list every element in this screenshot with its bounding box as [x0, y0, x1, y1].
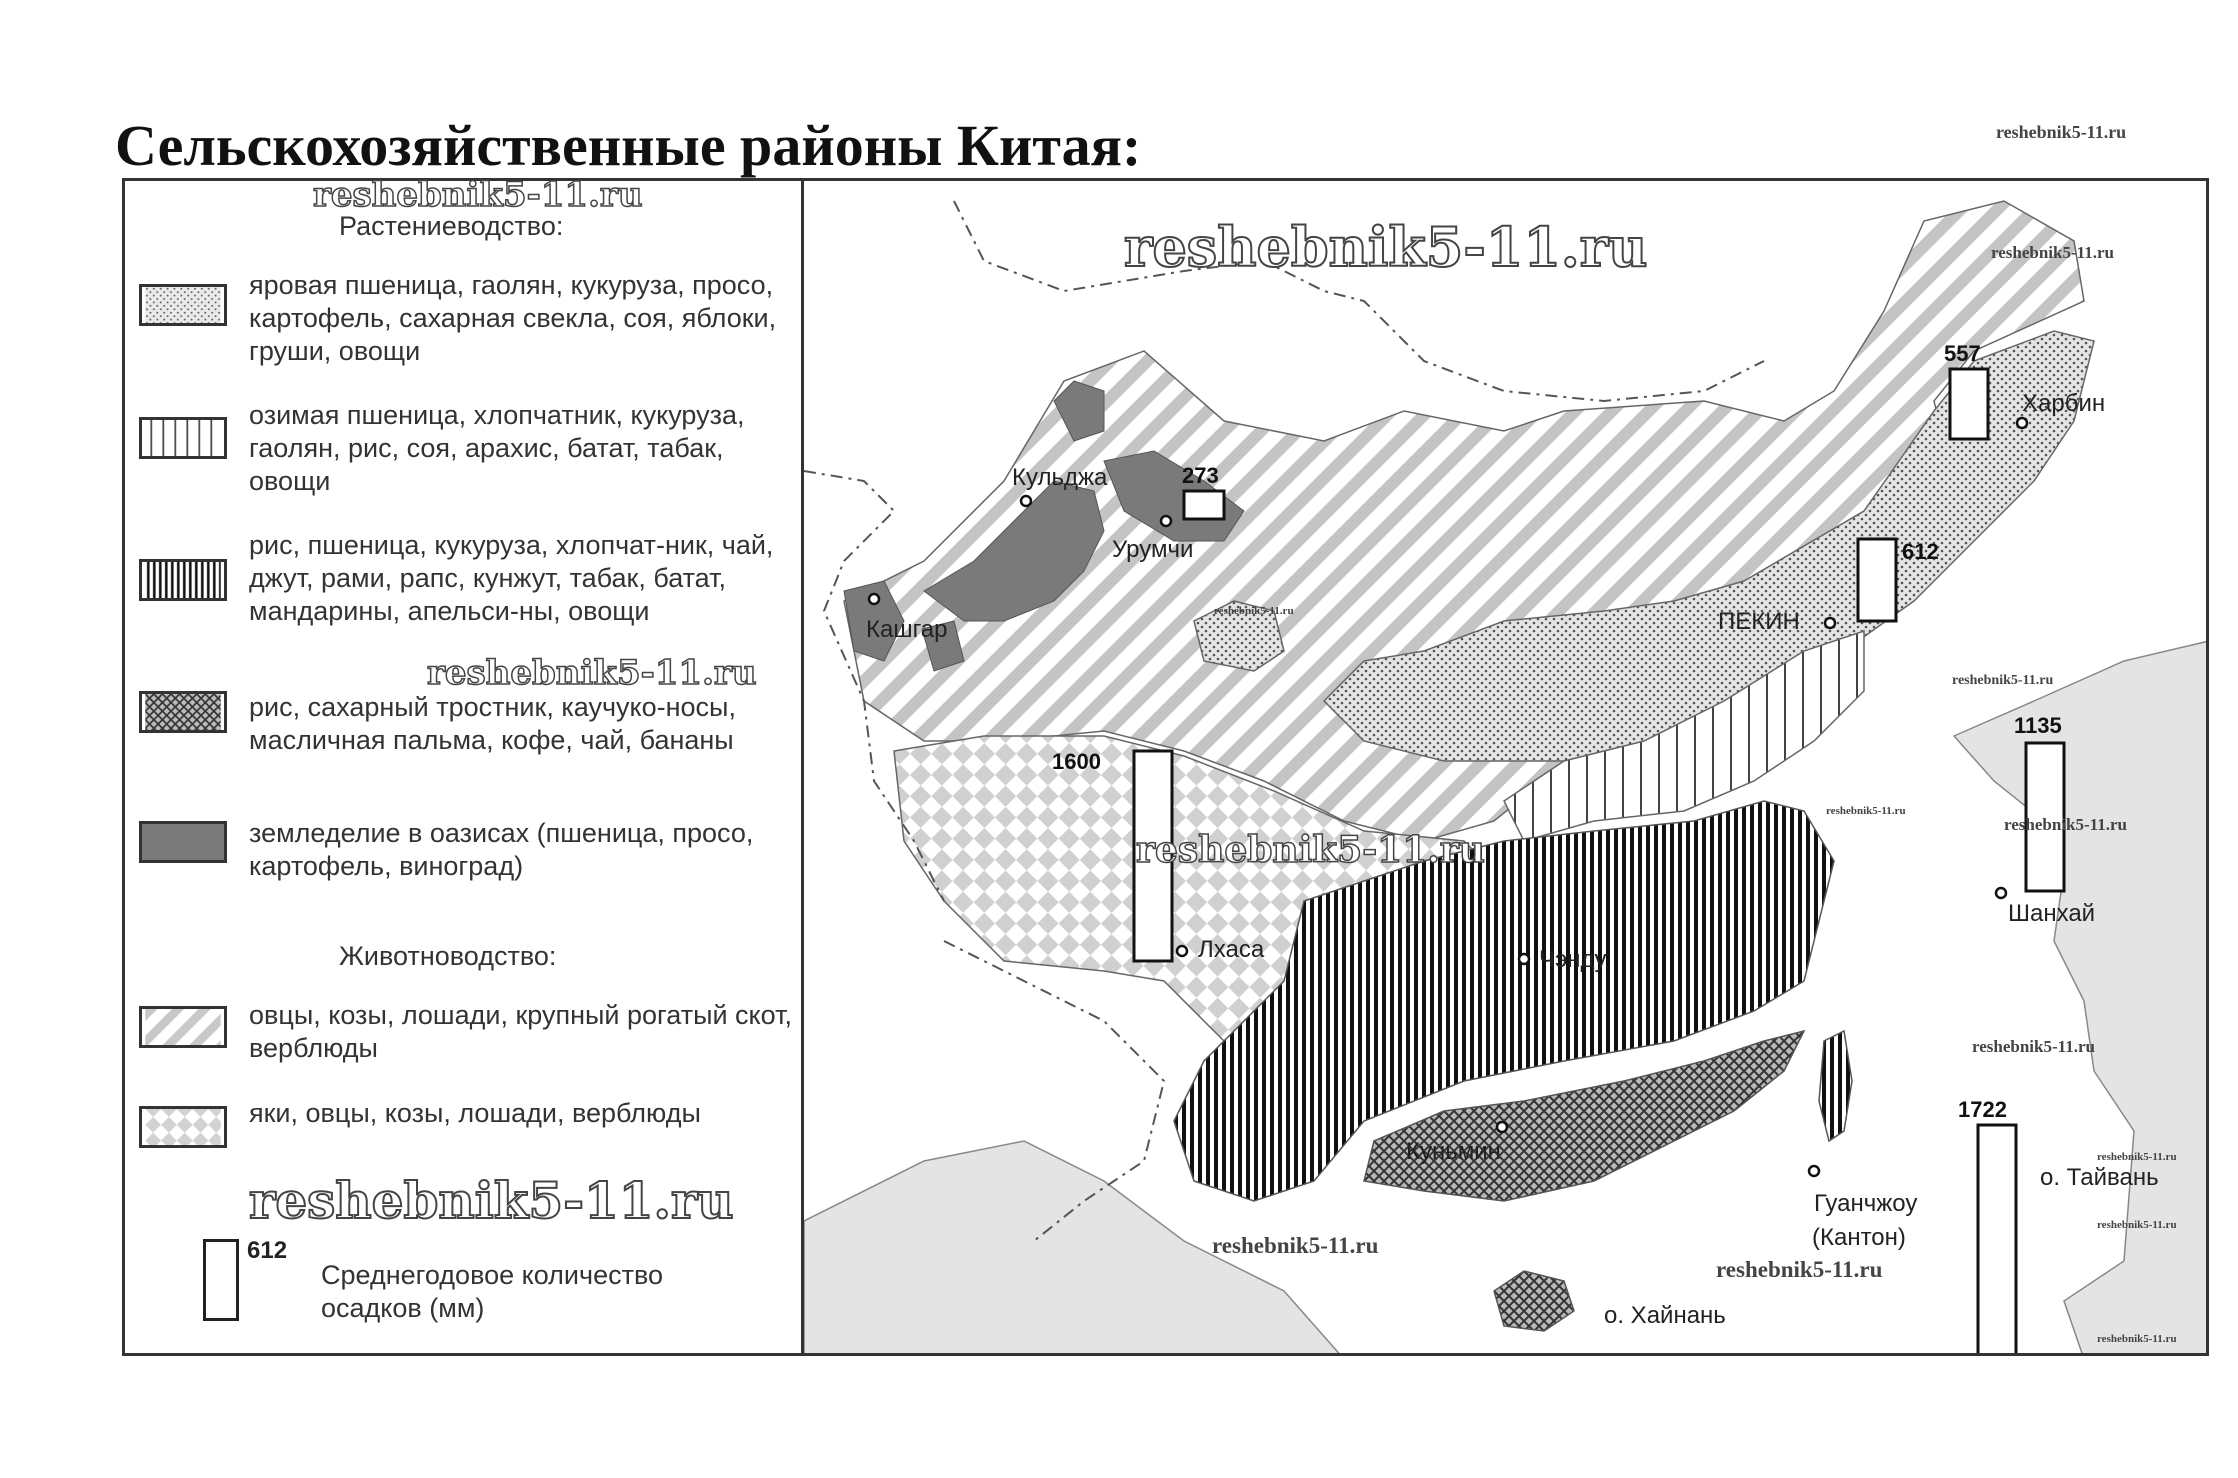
watermark: reshebnik5-11.ru	[1952, 673, 2054, 688]
precip-value-beijing: 612	[1902, 539, 1939, 564]
city-marker-kuldja	[1021, 496, 1031, 506]
legend-rice-sugarcane: рис, сахарный тростник, каучуко-носы, масличная пальма, кофе, чай, бананы	[249, 692, 736, 755]
swatch-rice-wheat	[139, 559, 227, 601]
watermark: reshebnik5-11.ru	[1991, 243, 2114, 262]
watermark: reshebnik5-11.ru	[1996, 122, 2127, 142]
city-label-shanghai: Шанхай	[2008, 900, 2096, 927]
city-marker-guangzhou	[1809, 1166, 1819, 1176]
watermark: reshebnik5-11.ru	[2097, 1151, 2177, 1163]
city-label-chengdu: Чэнду	[1539, 946, 1607, 973]
city-label-kashgar: Кашгар	[866, 616, 948, 643]
precip-value-harbin: 557	[1944, 341, 1981, 366]
watermark: reshebnik5-11.ru	[1972, 1037, 2095, 1056]
city-label-kuldja: Кульджа	[1012, 464, 1108, 491]
city-label-urumchi: Урумчи	[1112, 536, 1194, 563]
watermark: reshebnik5-11.ru	[1136, 829, 1485, 871]
watermark: reshebnik5-11.ru	[427, 653, 757, 693]
watermark: reshebnik5-11.ru	[2097, 1333, 2177, 1345]
city-marker-urumchi	[1161, 516, 1171, 526]
city-label-hainan: о. Хайнань	[1604, 1302, 1726, 1329]
region-hainan	[1494, 1271, 1574, 1331]
city-marker-kashgar	[869, 594, 879, 604]
region-taiwan	[1819, 1031, 1852, 1141]
precip-value-guangzhou: 1722	[1958, 1097, 2007, 1122]
swatch-spring-wheat	[139, 284, 227, 326]
map-canvas	[804, 181, 2209, 1356]
watermark: reshebnik5-11.ru	[313, 175, 643, 215]
watermark: reshebnik5-11.ru	[1212, 1233, 1379, 1258]
swatch-yaks	[139, 1106, 227, 1148]
swatch-oasis	[139, 821, 227, 863]
legend-spring-wheat: яровая пшеница, гаолян, кукуруза, просо, картофель, сахарная свекла, соя, яблоки, груши, овощи	[249, 270, 777, 366]
watermark: reshebnik5-11.ru	[2097, 1219, 2177, 1231]
precip-bar-guangzhou	[1978, 1125, 2016, 1355]
city-marker-harbin	[2017, 418, 2027, 428]
legend-panel	[122, 175, 804, 1356]
legend-oasis: земледелие в оазисах (пшеница, просо, картофель, виноград)	[249, 818, 754, 881]
precip-value-urumchi: 273	[1182, 463, 1219, 488]
watermark: reshebnik5-11.ru	[1124, 215, 1648, 279]
swatch-rice-sugarcane	[139, 691, 227, 733]
watermark: reshebnik5-11.ru	[2004, 815, 2127, 834]
swatch-sheep-goats	[139, 1006, 227, 1048]
city-label-taiwan: о. Тайвань	[2040, 1164, 2159, 1191]
city-label-guangzhou-1: Гуанчжоу	[1814, 1190, 1918, 1217]
city-label-lhasa: Лхаса	[1198, 936, 1265, 963]
city-marker-kunming	[1497, 1122, 1507, 1132]
precip-legend-label: Среднегодовое количество осадков (мм)	[321, 1260, 664, 1323]
legend-rice-wheat: рис, пшеница, кукуруза, хлопчат-ник, чай, джут, рами, рапс, кунжут, табак, батат, мандарины, апельси-ны, овощи	[249, 530, 774, 626]
city-label-beijing: ПЕКИН	[1718, 608, 1800, 635]
crop-heading: Растениеводство:	[339, 211, 564, 241]
watermark: reshebnik5-11.ru	[1716, 1257, 1883, 1282]
city-label-kunming: Куньмин	[1406, 1138, 1501, 1165]
precip-bar-beijing	[1858, 539, 1896, 621]
city-label-guangzhou-2: (Кантон)	[1812, 1224, 1906, 1251]
china-map	[804, 178, 2209, 1356]
precip-legend-value: 612	[247, 1237, 288, 1264]
precip-value-lhasa: 1600	[1052, 749, 1101, 774]
city-marker-chengdu	[1519, 954, 1529, 964]
precip-legend-bar	[203, 1239, 239, 1321]
precip-bar-harbin	[1950, 369, 1988, 439]
swatch-winter-wheat	[139, 417, 227, 459]
page-title: Сельскохозяйственные районы Китая:	[115, 113, 1142, 178]
city-marker-lhasa	[1177, 946, 1187, 956]
legend-sheep-goats: овцы, козы, лошади, крупный рогатый скот, верблюды	[249, 1000, 792, 1063]
watermark: reshebnik5-11.ru	[249, 1171, 734, 1230]
legend-winter-wheat: озимая пшеница, хлопчатник, кукуруза, гаолян, рис, соя, арахис, батат, табак, овощи	[249, 400, 745, 496]
watermark: reshebnik5-11.ru	[1214, 605, 1294, 617]
precip-bar-urumchi	[1184, 491, 1224, 519]
legend-yaks: яки, овцы, козы, лошади, верблюды	[249, 1098, 701, 1128]
city-marker-shanghai	[1996, 888, 2006, 898]
watermark: reshebnik5-11.ru	[1826, 805, 1906, 817]
city-marker-beijing	[1825, 618, 1835, 628]
city-label-harbin: Харбин	[2022, 390, 2106, 417]
livestock-heading: Животноводство:	[339, 941, 557, 971]
precip-value-shanghai: 1135	[2014, 713, 2062, 738]
